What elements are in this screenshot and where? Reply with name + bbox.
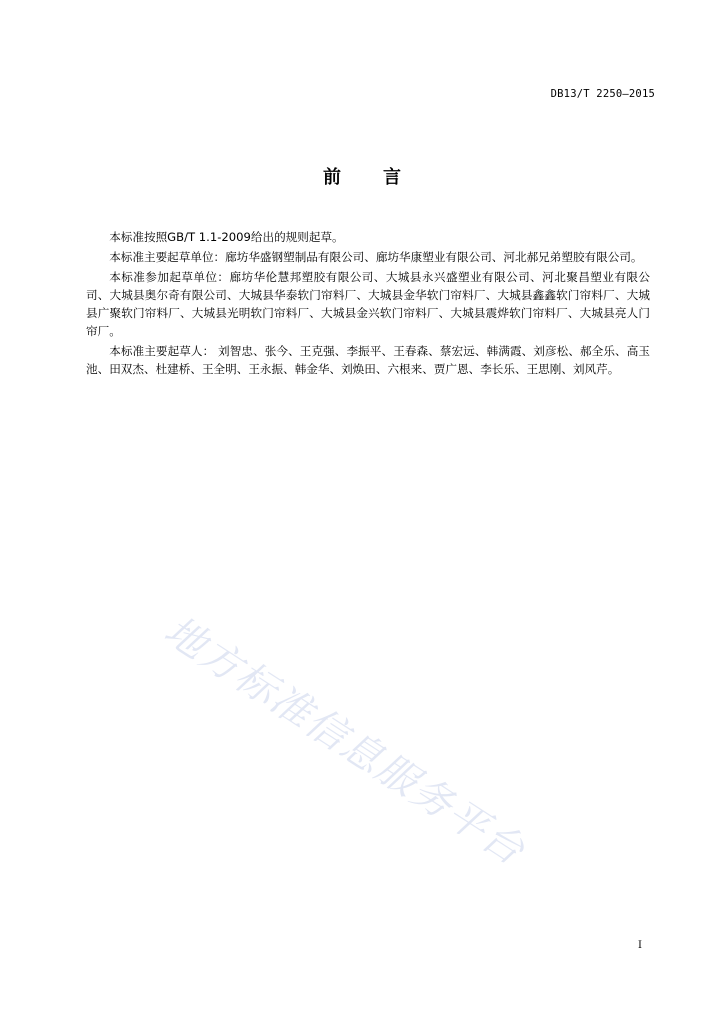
paragraph-drafting-rules: 本标准按照GB/T 1.1-2009给出的规则起草。 [109, 230, 344, 244]
watermark-text: 地方标准信息服务平台 [156, 607, 534, 875]
title-char-1: 前 [323, 167, 341, 188]
foreword-body [86, 228, 650, 380]
paragraph-participating-units: 本标准参加起草单位：廊坊华伦慧邦塑胶有限公司、大城县永兴盛塑业有限公司、河北聚昌塑业有限公司、大城县奥尔奇有限公司、大城县华泰软门帘料厂、大城县金华软门帘料厂、大城县鑫鑫软门帘料厂、大城县广聚软门帘料厂、大城县光明软门帘料厂、大城县金兴软门帘料厂、大城县震烨软门帘料厂、大城县亮人门帘厂。 [86, 270, 650, 338]
section-title [0, 163, 724, 189]
paragraph-main-drafting-units: 本标准主要起草单位：廊坊华盛钢塑制品有限公司、廊坊华康塑业有限公司、河北郝兄弟塑胶有限公司。 [109, 250, 643, 264]
paragraph-main-drafters: 本标准主要起草人： 刘智忠、张今、王克强、李振平、王春森、蔡宏远、韩满霞、刘彦松、郝全乐、高玉池、田双杰、杜建桥、王全明、王永振、韩金华、刘焕田、六根来、贾广恩、李长乐、王思刚、刘风芹。 [86, 344, 650, 376]
document-code: DB13/T 2250—2015 [550, 88, 655, 100]
page-number: I [638, 940, 642, 951]
title-char-2: 言 [383, 167, 401, 188]
